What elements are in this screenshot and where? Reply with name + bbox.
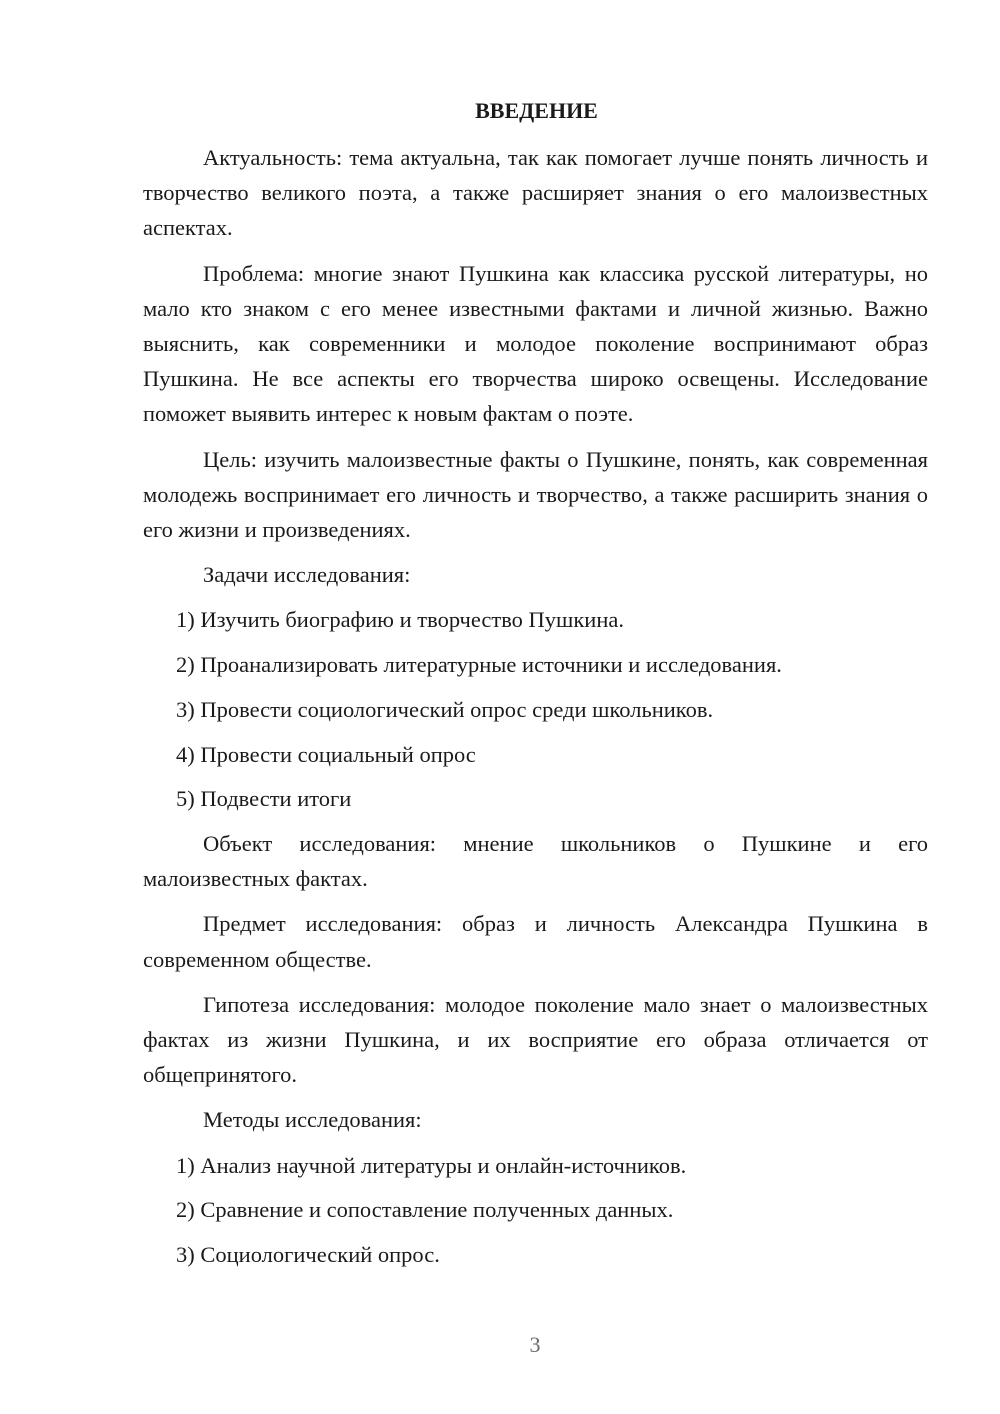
page-content [143, 96, 928, 1282]
task-item: 5) Подвести итоги [176, 786, 352, 812]
tasks-heading: Задачи исследования: [203, 562, 411, 588]
section-title: ВВЕДЕНИЕ [475, 98, 598, 123]
hypothesis-paragraph: Гипотеза исследования: молодое поколение мало знает о малоизвестных фактах из жизни Пушкина, и их восприятие его образа отличается от общепринятого. [143, 991, 928, 1088]
method-item: 1) Анализ научной литературы и онлайн-источников. [176, 1152, 687, 1178]
page-number: 3 [529, 1332, 541, 1357]
relevance-paragraph: Актуальность: тема актуальна, так как помогает лучше понять личность и творчество великого поэта, а также расширяет знания о его малоизвестных аспектах. [143, 145, 928, 241]
method-item: 3) Социологический опрос. [176, 1241, 440, 1267]
method-item: 2) Сравнение и сопоставление полученных данных. [176, 1197, 674, 1223]
subject-paragraph: Предмет исследования: образ и личность Александра Пушкина в современном обществе. [143, 911, 928, 972]
goal-paragraph: Цель: изучить малоизвестные факты о Пушкине, понять, как современная молодежь воспринимает его личность и творчество, а также расширить знания о его жизни и произведениях. [143, 446, 928, 543]
task-item: 4) Провести социальный опрос [176, 741, 476, 767]
task-item: 1) Изучить биографию и творчество Пушкина. [176, 607, 625, 633]
task-item: 2) Проанализировать литературные источники и исследования. [176, 652, 782, 678]
methods-heading: Методы исследования: [203, 1107, 422, 1133]
problem-paragraph: Проблема: многие знают Пушкина как классика русской литературы, но мало кто знаком с его менее известными фактами и личной жизнью. Важно выяснить, как современники и молодое поколение воспринимают образ Пушкина. Не все аспекты его творчества широко освещены. Исследование поможет выявить интерес к новым фактам о поэте. [143, 260, 928, 427]
task-item: 3) Провести социологический опрос среди школьников. [176, 696, 714, 722]
object-paragraph: Объект исследования: мнение школьников о Пушкине и его малоизвестных фактах. [143, 830, 928, 892]
